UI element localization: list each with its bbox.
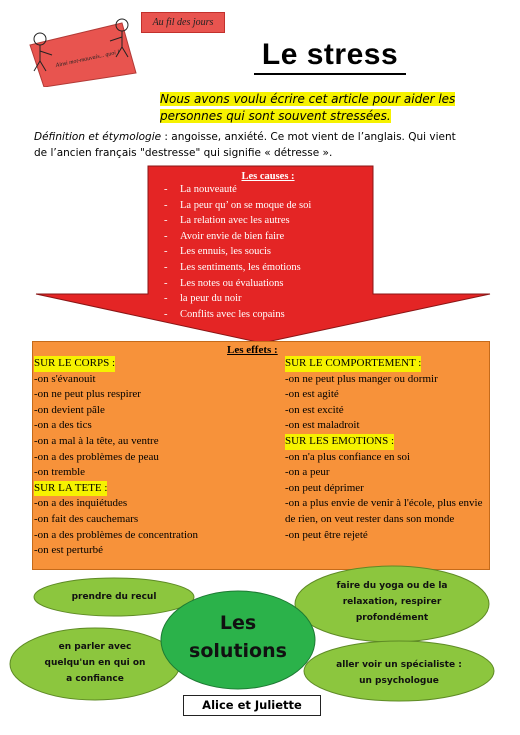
causes-title: Les causes : xyxy=(241,171,295,182)
effect-item: -on est excité xyxy=(285,403,344,416)
cause-item: - Avoir envie de bien faire xyxy=(164,229,364,245)
solution-2-text xyxy=(300,578,484,626)
solutions-title-line: solutions xyxy=(189,640,287,662)
cause-item: - La peur qu’ on se moque de soi xyxy=(164,198,364,214)
effect-item: -on est perturbé xyxy=(34,544,104,557)
effect-item: -on ne peut plus manger ou dormir xyxy=(285,372,438,385)
solution-3-text xyxy=(30,639,160,687)
effect-item: -on a des problèmes de peau xyxy=(34,450,159,463)
intro-line-2: personnes qui sont souvent stressées. xyxy=(160,109,391,123)
effects-title: Les effets : xyxy=(227,344,278,356)
cause-item: - La nouveauté xyxy=(164,182,364,198)
definition-line-2: de l’ancien français "destresse" qui signifie « détresse ». xyxy=(34,147,333,159)
authors-box: Alice et Juliette xyxy=(183,695,321,716)
cause-item: - la peur du noir xyxy=(164,291,364,307)
page-title: Le stress xyxy=(261,38,399,71)
section-tag: Au fil des jours xyxy=(141,12,225,33)
effect-item: -on est maladroit xyxy=(285,419,360,432)
solution-2-line: profondément xyxy=(355,613,429,623)
effect-item: -on devient pâle xyxy=(34,403,105,416)
definition-line-1: : angoisse, anxiété. Ce mot vient de l’anglais. Qui vient xyxy=(161,131,456,143)
solution-3-line: quelqu'un en qui on xyxy=(44,658,146,668)
effect-item: -on a plus envie de venir à l'école, plus envie de rien, on veut rester dans son monde xyxy=(285,497,483,525)
behavior-heading: SUR LE COMPORTEMENT : xyxy=(285,356,421,372)
cause-item: - Les notes ou évaluations xyxy=(164,276,364,292)
solution-4-line: un psychologue xyxy=(359,676,439,686)
cause-item: - La relation avec les autres xyxy=(164,213,364,229)
solution-1-text: prendre du recul xyxy=(71,592,157,602)
effect-item: -on ne peut plus respirer xyxy=(34,388,141,401)
solutions-title-line: Les xyxy=(219,612,257,634)
cause-item: - Les ennuis, les soucis xyxy=(164,244,364,260)
head-heading: SUR LA TETE : xyxy=(34,481,107,497)
effect-item: -on a des tics xyxy=(34,419,92,432)
effect-item: -on a mal à la tête, au ventre xyxy=(34,434,159,447)
solution-2-line: faire du yoga ou de la xyxy=(336,581,448,591)
solution-4-line: aller voir un spécialiste : xyxy=(336,660,462,670)
emotions-heading: SUR LES EMOTIONS : xyxy=(285,434,394,450)
cause-item: - Les sentiments, les émotions xyxy=(164,260,364,276)
effect-item: -on a peur xyxy=(285,466,330,479)
solution-3-line: a confiance xyxy=(66,674,124,684)
effect-item: -on fait des cauchemars xyxy=(34,512,139,525)
definition-label: Définition et étymologie xyxy=(34,131,162,143)
solution-2-line: relaxation, respirer xyxy=(342,597,442,607)
solutions-title xyxy=(168,609,308,665)
body-heading: SUR LE CORPS : xyxy=(34,356,115,372)
effect-item: -on peut être rejeté xyxy=(285,528,368,541)
effect-item: -on est agité xyxy=(285,388,339,401)
solution-3-line: en parler avec xyxy=(58,642,132,652)
cause-item: - Conflits avec les copains xyxy=(164,307,364,323)
effect-item: -on a des problèmes de concentration xyxy=(34,528,199,541)
effect-item: -on n'a plus confiance en soi xyxy=(285,450,411,463)
effect-item: -on tremble xyxy=(34,466,86,479)
solution-4-text xyxy=(314,657,484,689)
logo-caption: Ainsi mot-mauvais... quoi ! xyxy=(55,49,120,69)
intro-line-1: Nous avons voulu écrire cet article pour aider les xyxy=(160,92,456,106)
effect-item: -on peut déprimer xyxy=(285,481,364,494)
effect-item: -on s'évanouit xyxy=(34,372,96,385)
effect-item: -on a des inquiétudes xyxy=(34,497,128,510)
